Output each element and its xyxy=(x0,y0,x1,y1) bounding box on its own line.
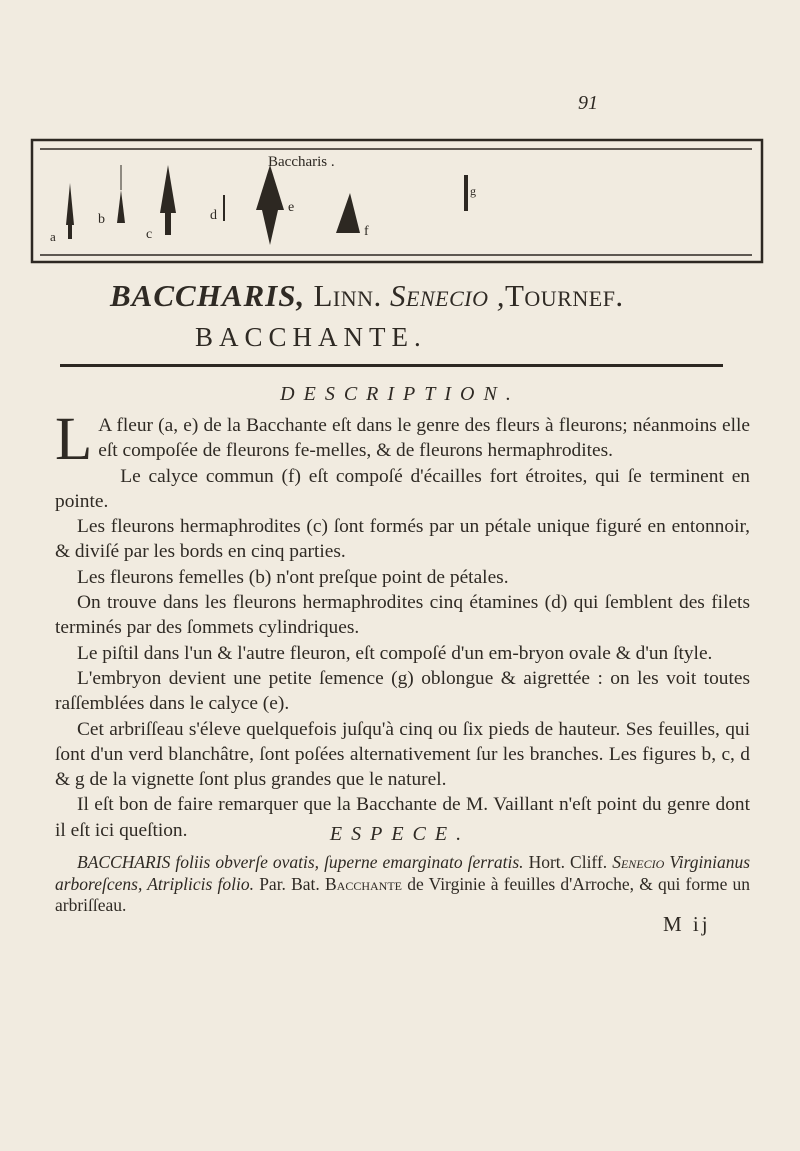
species-latin: BACCHARIS foliis obverſe ovatis, ſuperne emarginato ſerratis. xyxy=(77,852,524,872)
figure-label-f: f xyxy=(364,224,369,239)
espece-title: ESPECE. xyxy=(329,823,471,845)
description-body xyxy=(55,406,750,843)
paragraph-5: On trouve dans les fleurons hermaphrodites cinq étamines (d) qui ſemblent des filets terminés par des ſommets cylindriques. xyxy=(55,592,750,639)
paragraph-7: L'embryon devient une petite ſemence (g) oblongue & aigrettée : on les voit toutes raſſemblées dans le calyce (e). xyxy=(55,667,750,715)
figure-g-seed xyxy=(464,175,468,211)
figure-e-flower xyxy=(256,165,284,245)
paragraph-2: Le calyce commun (f) eſt compoſé d'écailles fort étroites, qui ſe terminent en pointe. xyxy=(55,465,750,512)
species-latin-2: Virginianus arboreſcens, Atriplicis folio. xyxy=(55,852,751,894)
paragraph-8: Cet arbriſſeau s'éleve quelquefois juſqu'à cinq ou ſix pieds de hauteur. Ses feuilles, qui ſont d'un verd blanchâtre, ſont poſées alternativement ſur les branches. Les figures b, c, d & g de la vignette ſont plus grandes que le naturel. xyxy=(55,718,750,791)
paragraph-6: Le piſtil dans l'un & l'autre fleuron, eſt compoſé d'un em-bryon ovale & d'un ſtyle. xyxy=(77,642,713,664)
dropcap: L xyxy=(55,406,93,473)
french-name: BACCHANTE. xyxy=(195,322,427,352)
senecio-ref: Senecio , xyxy=(390,278,505,313)
species-senecio: Senecio xyxy=(612,852,665,872)
figure-c-flower xyxy=(160,165,176,235)
vignette-frame xyxy=(32,140,762,262)
page-number: 91 xyxy=(578,92,598,114)
vignette-title: Baccharis . xyxy=(268,154,335,170)
figure-label-c: c xyxy=(146,227,153,242)
figure-a-flower xyxy=(66,183,74,239)
header-rule xyxy=(60,364,723,367)
figure-label-g: g xyxy=(470,184,476,198)
species-entry xyxy=(55,852,750,917)
paragraph-9: Il eſt bon de faire remarquer que la Bacchante de M. Vaillant n'eſt point du genre dont il eſt ici queſtion. xyxy=(55,794,750,841)
figure-label-e: e xyxy=(288,200,295,215)
figure-label-d: d xyxy=(210,208,217,223)
figure-label-a: a xyxy=(50,229,56,244)
species-paragraph xyxy=(55,852,750,917)
tournefort-ref: Tournef. xyxy=(504,278,624,313)
species-par-ref: Par. Bat. xyxy=(259,873,320,894)
genus-name: BACCHARIS, xyxy=(110,278,306,313)
title-line xyxy=(110,278,770,314)
paragraph-4: Les fleurons femelles (b) n'ont preſque point de pétales. xyxy=(77,566,509,588)
figure-label-b: b xyxy=(98,212,105,227)
figure-f-calyx xyxy=(336,193,360,233)
vignette-illustration xyxy=(30,135,765,268)
figure-b-flower xyxy=(117,165,125,223)
species-bacchante: Bacchante xyxy=(325,873,403,894)
species-hort-ref: Hort. Cliff. xyxy=(528,852,608,872)
linnaeus-ref: Linn. xyxy=(313,278,382,313)
description-title: DESCRIPTION. xyxy=(280,383,520,405)
vignette-svg xyxy=(30,135,765,268)
paragraph-3: Les fleurons hermaphrodites (c) ſont formés par un pétale unique figuré en entonnoir, & diviſé par les bords en cinq parties. xyxy=(55,516,750,563)
species-french: de Virginie à feuilles d'Arroche, & qui forme un arbriſſeau. xyxy=(55,873,751,915)
signature-mark: M ij xyxy=(663,912,711,936)
paragraph-1: L A fleur (a, e) de la Bacchante eſt dans le genre des fleurs à fleurons; néanmoins elle eſt compoſée de fleurons fe-melles, & de fleurons hermaphrodites. xyxy=(55,406,750,473)
